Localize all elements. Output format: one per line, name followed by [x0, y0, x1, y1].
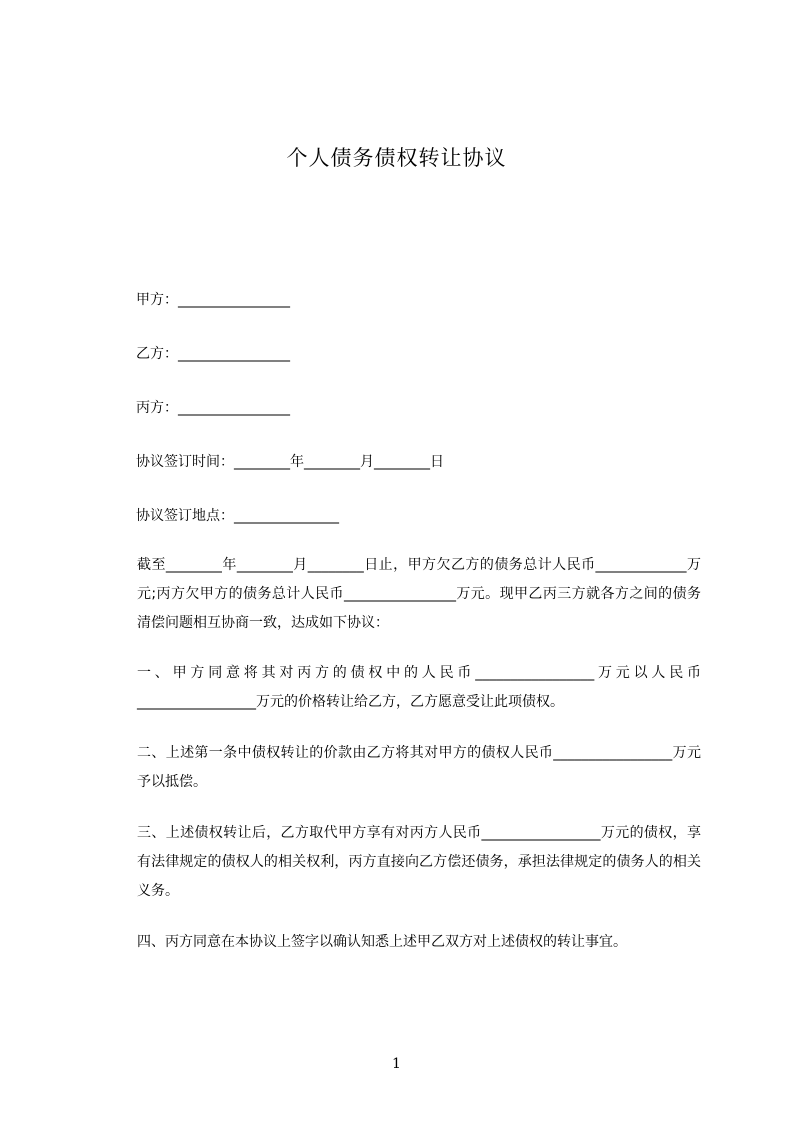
clause-4-paragraph: [105, 928, 701, 957]
clause-3-paragraph: [105, 819, 701, 906]
clause-2-text: 二、上述第一条中债权转让的价款由乙方将其对甲方的债权人民币_________________万元予以抵偿。: [137, 745, 701, 790]
intro-paragraph: [105, 551, 701, 638]
clause-2-paragraph: [105, 739, 701, 797]
party-b-field: 乙方：________________: [136, 346, 290, 362]
document-title: 个人债务债权转让协议: [286, 146, 507, 170]
party-c-field: 丙方：________________: [136, 400, 290, 416]
page-number: 1: [392, 1056, 401, 1072]
clause-1-text: 一、甲方同意将其对丙方的债权中的人民币_________________万元以人民币_________________万元的价格转让给乙方，乙方愿意受让此项债权。: [137, 665, 701, 710]
intro-text: 截至________年________月________日止，甲方欠乙方的债务总计人民币_____________万元;丙方欠甲方的债务总计人民币________________万元。现甲乙丙三方就各方之间的债务清偿问题相互协商一致，达成如下协议：: [137, 557, 701, 631]
sign-date-field: 协议签订时间：________年________月________日: [136, 454, 444, 470]
clause-3-text: 三、上述债权转让后，乙方取代甲方享有对丙方人民币_________________万元的债权，享有法律规定的债权人的相关权利，丙方直接向乙方偿还债务，承担法律规定的债务人的相关义务。: [137, 825, 701, 899]
clause-4-text: 四、丙方同意在本协议上签字以确认知悉上述甲乙双方对上述债权的转让事宜。: [137, 934, 627, 950]
clause-1-paragraph: [105, 659, 701, 717]
party-a-field: 甲方：________________: [136, 292, 290, 308]
sign-place-field: 协议签订地点：_______________: [136, 508, 339, 524]
